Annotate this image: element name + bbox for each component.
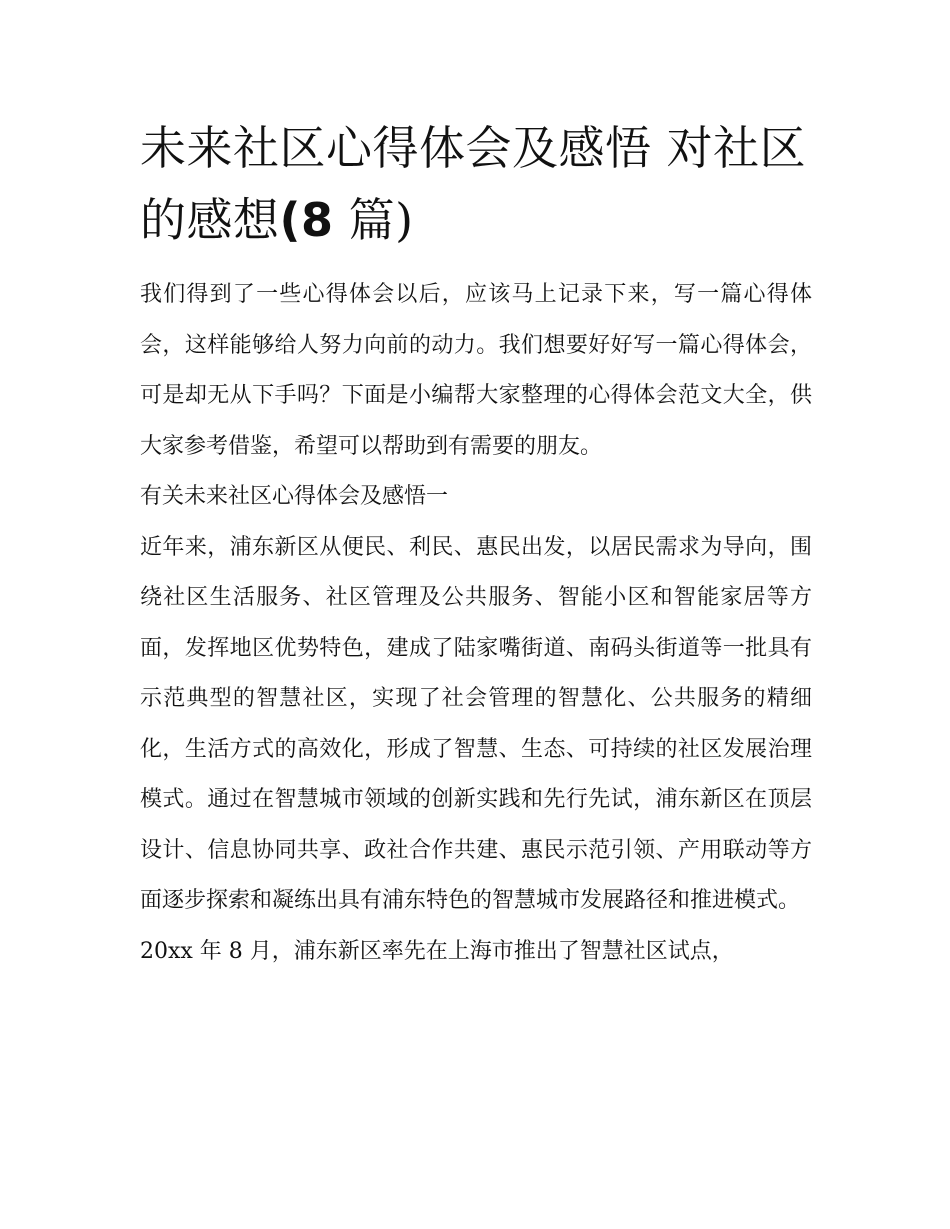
body-paragraph-1: 近年来，浦东新区从便民、利民、惠民出发，以居民需求为导向，围绕社区生活服务、社区管理及公共服务、智能小区和智能家居等方面，发挥地区优势特色，建成了陆家嘴街道、南码头街道等一批具有示范典型的智慧社区，实现了社会管理的智慧化、公共服务的精细化，生活方式的高效化，形成了智慧、生态、可持续的社区发展治理模式。通过在智慧城市领域的创新实践和先行先试，浦东新区在顶层设计、信息协同共享、政社合作共建、惠民示范引领、产用联动等方面逐步探索和凝练出具有浦东特色的智慧城市发展路径和推进模式。 bbox=[140, 534, 812, 913]
document-title bbox=[140, 112, 812, 256]
document-body bbox=[140, 112, 812, 977]
title-text: 未来社区心得体会及感悟 对社区的感想 bbox=[140, 121, 807, 247]
intro-paragraph: 我们得到了一些心得体会以后，应该马上记录下来，写一篇心得体会，这样能够给人努力向前的动力。我们想要好好写一篇心得体会，可是却无从下手吗？下面是小编帮大家整理的心得体会范文大全，供大家参考借鉴，希望可以帮助到有需要的朋友。 bbox=[140, 282, 812, 459]
section-heading: 有关未来社区心得体会及感悟一 bbox=[140, 484, 449, 509]
title-suffix: 篇) bbox=[333, 193, 414, 247]
body-paragraph-2: 20xx 年 8 月，浦东新区率先在上海市推出了智慧社区试点， bbox=[140, 938, 734, 964]
title-count: (8 bbox=[279, 193, 334, 247]
